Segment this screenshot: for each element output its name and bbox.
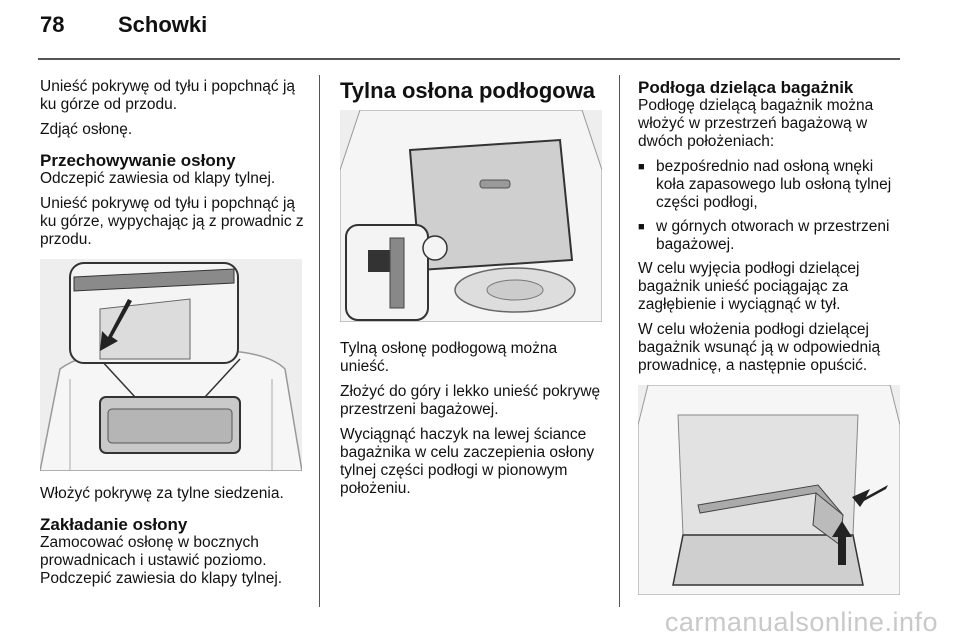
watermark: carmanualsonline.info <box>664 607 938 637</box>
paragraph: Unieść pokrywę od tyłu i popchnąć ją ku górze, wypychając ją z prowadnic z przodu. <box>40 195 304 248</box>
paragraph: Odczepić zawiesia od klapy tylnej. <box>40 170 276 187</box>
cover-removal-illustration <box>40 259 302 471</box>
paragraph: Tylną osłonę podłogową można unieść. <box>340 340 558 375</box>
list-item: ■ bezpośrednio nad osłoną wnęki koła zapasowego lub osłoną tylnej części podłogi, <box>638 158 904 212</box>
page-header <box>0 0 960 60</box>
heading-load-floor: Podłoga dzieląca bagażnik <box>638 78 854 97</box>
column-1 <box>40 78 310 595</box>
bullet-list <box>638 158 904 254</box>
section-heading-rear-floor-cover: Tylna osłona podłogowa <box>340 78 596 103</box>
paragraph: Włożyć pokrywę za tylne siedzenia. <box>40 485 284 502</box>
header-rule <box>38 58 900 60</box>
column-divider-2 <box>619 75 620 607</box>
heading-store-cover: Przechowywanie osłony <box>40 151 236 170</box>
paragraph: W celu włożenia podłogi dzielącej bagażnik wsunąć ją w odpowiednią prowadnicę, a następnie opuścić. <box>638 321 881 374</box>
heading-install-cover: Zakładanie osłony <box>40 515 188 534</box>
paragraph: Unieść pokrywę od tyłu i popchnąć ją ku górze od przodu. <box>40 78 296 113</box>
column-3 <box>638 78 904 595</box>
load-floor-illustration <box>638 385 900 595</box>
paragraph: Zamocować osłonę w bocznych prowadnicach i ustawić poziomo. Podczepić zawiesia do klapy tylnej. <box>40 534 283 587</box>
paragraph: Podłogę dzielącą bagażnik można włożyć w przestrzeń bagażową w dwóch położeniach: <box>638 97 874 150</box>
paragraph: Złożyć do góry i lekko unieść pokrywę przestrzeni bagażowej. <box>340 383 601 418</box>
paragraph: Wyciągnąć haczyk na lewej ściance bagażnika w celu zaczepienia osłony tylnej części podłogi w pionowym położeniu. <box>340 426 595 497</box>
page-number: 78 <box>40 12 65 37</box>
column-2 <box>340 78 606 505</box>
paragraph: Zdjąć osłonę. <box>40 121 133 138</box>
column-divider-1 <box>319 75 320 607</box>
rear-floor-cover-illustration <box>340 110 602 322</box>
list-item: ■ w górnych otworach w przestrzeni bagażowej. <box>638 218 904 254</box>
paragraph: W celu wyjęcia podłogi dzielącej bagażnik unieść pociągając za zagłębienie i wyciągnąć w tył. <box>638 260 860 313</box>
section-title: Schowki <box>118 12 208 37</box>
